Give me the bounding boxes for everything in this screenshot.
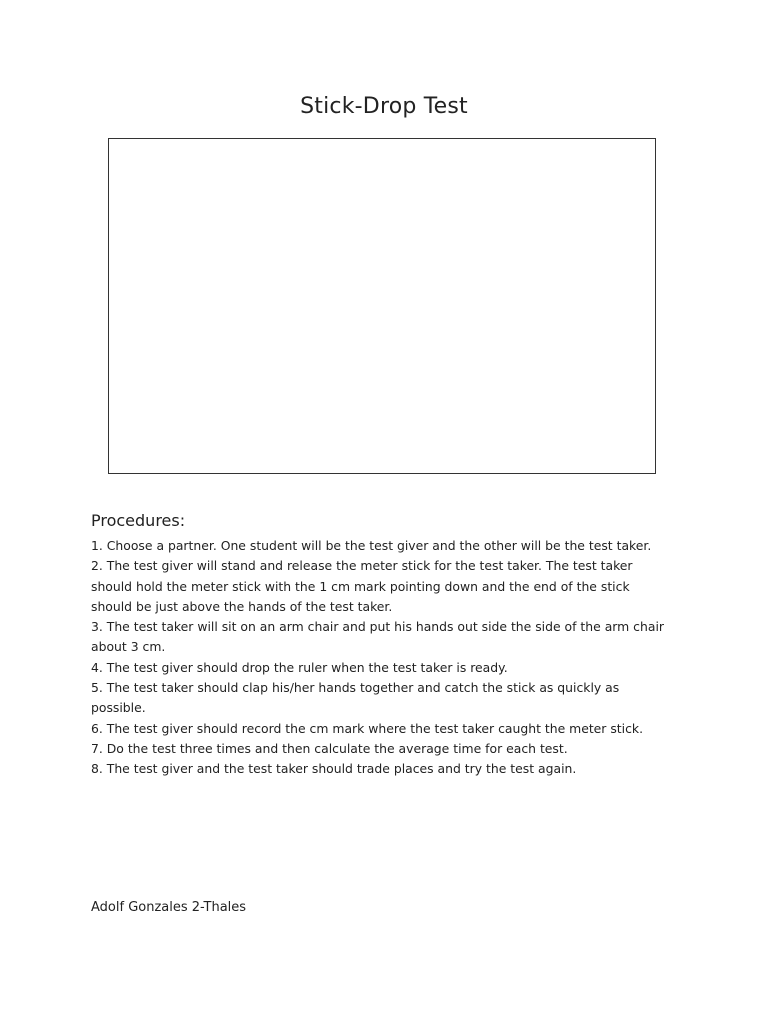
procedure-step-8: 8. The test giver and the test taker should trade places and try the test again. xyxy=(91,761,577,777)
procedure-step-1: 1. Choose a partner. One student will be the test giver and the other will be the test taker. xyxy=(91,538,652,553)
procedure-step-2: 2. The test giver will stand and release the meter stick for the test taker. The test taker should hold the meter stick with the 1 cm mark pointing down and the end of the stick should be just above the hands of the test taker. xyxy=(91,558,633,614)
procedures-list xyxy=(91,536,671,780)
procedure-step-4: 4. The test giver should drop the ruler when the test taker is ready. xyxy=(91,659,508,675)
procedure-step-3: 3. The test taker will sit on an arm chair and put his hands out side the side of the arm chair about 3 cm. xyxy=(91,619,664,655)
page-title: Stick-Drop Test xyxy=(300,94,468,119)
procedure-step-7: 7. Do the test three times and then calculate the average time for each test. xyxy=(91,740,568,756)
procedure-step-5: 5. The test taker should clap his/her hands together and catch the stick as quickly as possible. xyxy=(91,680,620,716)
procedures-heading: Procedures: xyxy=(91,511,186,530)
procedure-step-6: 6. The test giver should record the cm mark where the test taker caught the meter stick. xyxy=(91,720,644,736)
image-placeholder-frame xyxy=(108,138,656,474)
author-signature: Adolf Gonzales 2-Thales xyxy=(91,900,247,915)
